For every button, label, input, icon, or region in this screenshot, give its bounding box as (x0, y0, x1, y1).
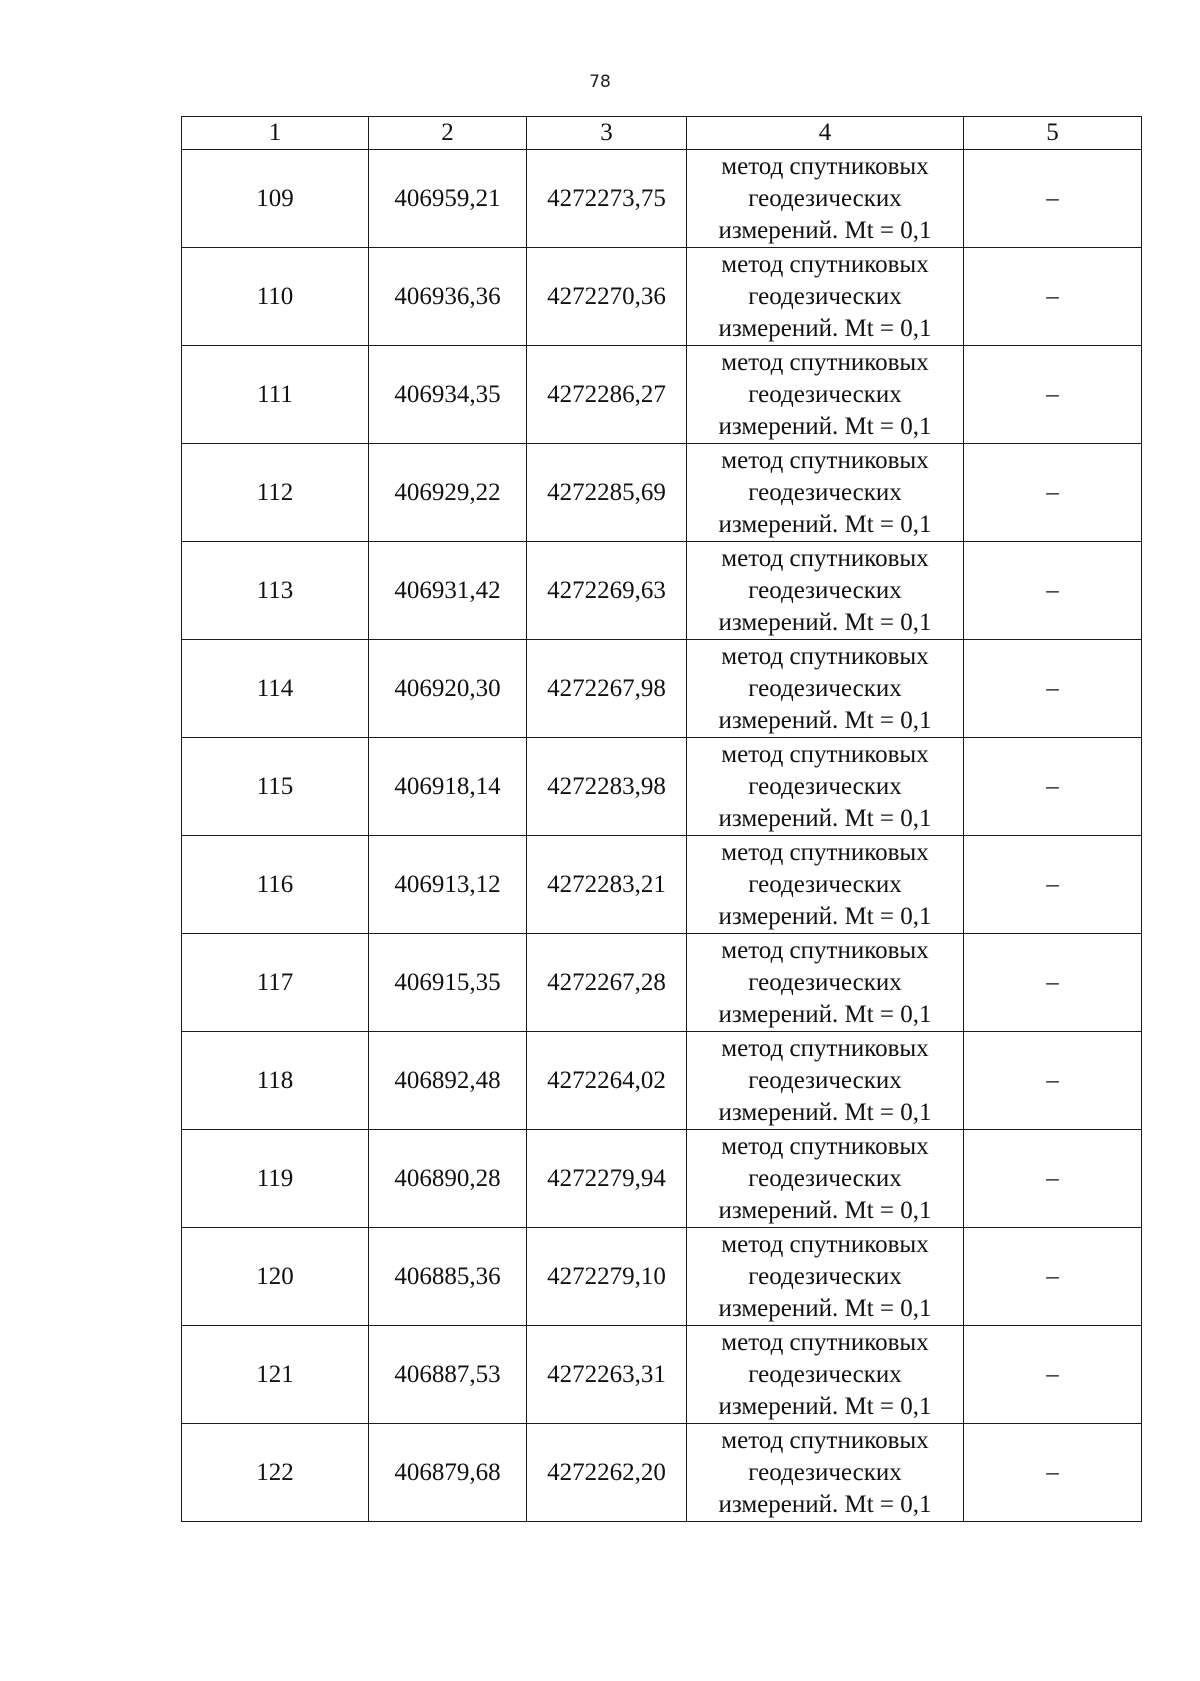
accuracy-note-cell: – (964, 934, 1142, 1032)
method-line: геодезических (748, 1458, 902, 1486)
point-number-cell: 115 (182, 738, 369, 836)
table-row (182, 640, 1142, 738)
method-line: метод спутниковых (721, 1230, 929, 1258)
method-line: метод спутниковых (721, 348, 929, 376)
point-number-cell: 121 (182, 1326, 369, 1424)
method-line: метод спутниковых (721, 740, 929, 768)
y-coordinate-cell: 4272283,98 (527, 738, 687, 836)
accuracy-note-cell: – (964, 836, 1142, 934)
point-number-cell: 109 (182, 150, 369, 248)
x-coordinate-cell: 406934,35 (369, 346, 527, 444)
accuracy-note-cell: – (964, 542, 1142, 640)
point-number-cell: 110 (182, 248, 369, 346)
x-coordinate-cell: 406887,53 (369, 1326, 527, 1424)
point-number-cell: 117 (182, 934, 369, 1032)
coordinates-table (181, 116, 1142, 1522)
method-line: метод спутниковых (721, 250, 929, 278)
table-row (182, 1228, 1142, 1326)
method-line: геодезических (748, 1360, 902, 1388)
x-coordinate-cell: 406890,28 (369, 1130, 527, 1228)
accuracy-note-cell: – (964, 444, 1142, 542)
method-line: измерений. Mt = 0,1 (718, 1490, 932, 1518)
method-line: геодезических (748, 576, 902, 604)
method-cell (687, 248, 964, 346)
column-header: 5 (964, 117, 1142, 150)
y-coordinate-cell: 4272263,31 (527, 1326, 687, 1424)
method-line: метод спутниковых (721, 838, 929, 866)
table-row (182, 444, 1142, 542)
page-number: 78 (589, 72, 611, 92)
method-cell (687, 1326, 964, 1424)
x-coordinate-cell: 406915,35 (369, 934, 527, 1032)
x-coordinate-cell: 406913,12 (369, 836, 527, 934)
method-line: метод спутниковых (721, 152, 929, 180)
y-coordinate-cell: 4272279,10 (527, 1228, 687, 1326)
table-row (182, 1424, 1142, 1522)
column-header: 2 (369, 117, 527, 150)
method-line: измерений. Mt = 0,1 (718, 1294, 932, 1322)
x-coordinate-cell: 406920,30 (369, 640, 527, 738)
table-row (182, 836, 1142, 934)
method-line: метод спутниковых (721, 1132, 929, 1160)
y-coordinate-cell: 4272269,63 (527, 542, 687, 640)
y-coordinate-cell: 4272285,69 (527, 444, 687, 542)
method-line: измерений. Mt = 0,1 (718, 314, 932, 342)
method-line: измерений. Mt = 0,1 (718, 1196, 932, 1224)
y-coordinate-cell: 4272286,27 (527, 346, 687, 444)
point-number-cell: 111 (182, 346, 369, 444)
table-row (182, 346, 1142, 444)
accuracy-note-cell: – (964, 346, 1142, 444)
point-number-cell: 120 (182, 1228, 369, 1326)
method-line: измерений. Mt = 0,1 (718, 1000, 932, 1028)
method-cell (687, 934, 964, 1032)
method-line: геодезических (748, 674, 902, 702)
method-line: измерений. Mt = 0,1 (718, 412, 932, 440)
method-cell (687, 738, 964, 836)
method-cell (687, 1130, 964, 1228)
y-coordinate-cell: 4272279,94 (527, 1130, 687, 1228)
point-number-cell: 118 (182, 1032, 369, 1130)
method-line: измерений. Mt = 0,1 (718, 1098, 932, 1126)
method-line: геодезических (748, 380, 902, 408)
table-row (182, 542, 1142, 640)
method-line: метод спутниковых (721, 446, 929, 474)
method-line: геодезических (748, 184, 902, 212)
y-coordinate-cell: 4272264,02 (527, 1032, 687, 1130)
table-body (182, 117, 1142, 1522)
point-number-cell: 113 (182, 542, 369, 640)
method-line: геодезических (748, 870, 902, 898)
y-coordinate-cell: 4272273,75 (527, 150, 687, 248)
method-cell (687, 150, 964, 248)
y-coordinate-cell: 4272283,21 (527, 836, 687, 934)
point-number-cell: 122 (182, 1424, 369, 1522)
table-row (182, 1032, 1142, 1130)
x-coordinate-cell: 406885,36 (369, 1228, 527, 1326)
method-line: геодезических (748, 1164, 902, 1192)
method-cell (687, 444, 964, 542)
x-coordinate-cell: 406929,22 (369, 444, 527, 542)
y-coordinate-cell: 4272267,28 (527, 934, 687, 1032)
x-coordinate-cell: 406936,36 (369, 248, 527, 346)
method-line: геодезических (748, 478, 902, 506)
point-number-cell: 114 (182, 640, 369, 738)
table-row (182, 150, 1142, 248)
method-cell (687, 542, 964, 640)
accuracy-note-cell: – (964, 1032, 1142, 1130)
method-line: геодезических (748, 772, 902, 800)
column-header: 3 (527, 117, 687, 150)
table-row (182, 1326, 1142, 1424)
x-coordinate-cell: 406959,21 (369, 150, 527, 248)
point-number-cell: 119 (182, 1130, 369, 1228)
method-line: геодезических (748, 1262, 902, 1290)
accuracy-note-cell: – (964, 1326, 1142, 1424)
method-line: метод спутниковых (721, 1426, 929, 1454)
column-header: 4 (687, 117, 964, 150)
method-line: измерений. Mt = 0,1 (718, 1392, 932, 1420)
method-line: геодезических (748, 282, 902, 310)
method-line: геодезических (748, 1066, 902, 1094)
method-line: метод спутниковых (721, 1034, 929, 1062)
accuracy-note-cell: – (964, 1228, 1142, 1326)
method-line: измерений. Mt = 0,1 (718, 510, 932, 538)
method-line: измерений. Mt = 0,1 (718, 902, 932, 930)
x-coordinate-cell: 406931,42 (369, 542, 527, 640)
method-line: измерений. Mt = 0,1 (718, 706, 932, 734)
column-header: 1 (182, 117, 369, 150)
method-line: метод спутниковых (721, 544, 929, 572)
method-line: метод спутниковых (721, 936, 929, 964)
method-cell (687, 1228, 964, 1326)
method-cell (687, 1032, 964, 1130)
method-cell (687, 836, 964, 934)
x-coordinate-cell: 406918,14 (369, 738, 527, 836)
accuracy-note-cell: – (964, 738, 1142, 836)
y-coordinate-cell: 4272270,36 (527, 248, 687, 346)
x-coordinate-cell: 406892,48 (369, 1032, 527, 1130)
table-row (182, 248, 1142, 346)
point-number-cell: 112 (182, 444, 369, 542)
point-number-cell: 116 (182, 836, 369, 934)
table-row (182, 934, 1142, 1032)
method-cell (687, 346, 964, 444)
y-coordinate-cell: 4272267,98 (527, 640, 687, 738)
method-line: метод спутниковых (721, 1328, 929, 1356)
table-header-row (182, 117, 1142, 150)
method-line: геодезических (748, 968, 902, 996)
accuracy-note-cell: – (964, 150, 1142, 248)
table-row (182, 738, 1142, 836)
method-line: измерений. Mt = 0,1 (718, 608, 932, 636)
method-line: измерений. Mt = 0,1 (718, 804, 932, 832)
method-line: измерений. Mt = 0,1 (718, 216, 932, 244)
accuracy-note-cell: – (964, 1130, 1142, 1228)
accuracy-note-cell: – (964, 248, 1142, 346)
accuracy-note-cell: – (964, 1424, 1142, 1522)
method-cell (687, 1424, 964, 1522)
method-line: метод спутниковых (721, 642, 929, 670)
accuracy-note-cell: – (964, 640, 1142, 738)
y-coordinate-cell: 4272262,20 (527, 1424, 687, 1522)
method-cell (687, 640, 964, 738)
x-coordinate-cell: 406879,68 (369, 1424, 527, 1522)
table-row (182, 1130, 1142, 1228)
